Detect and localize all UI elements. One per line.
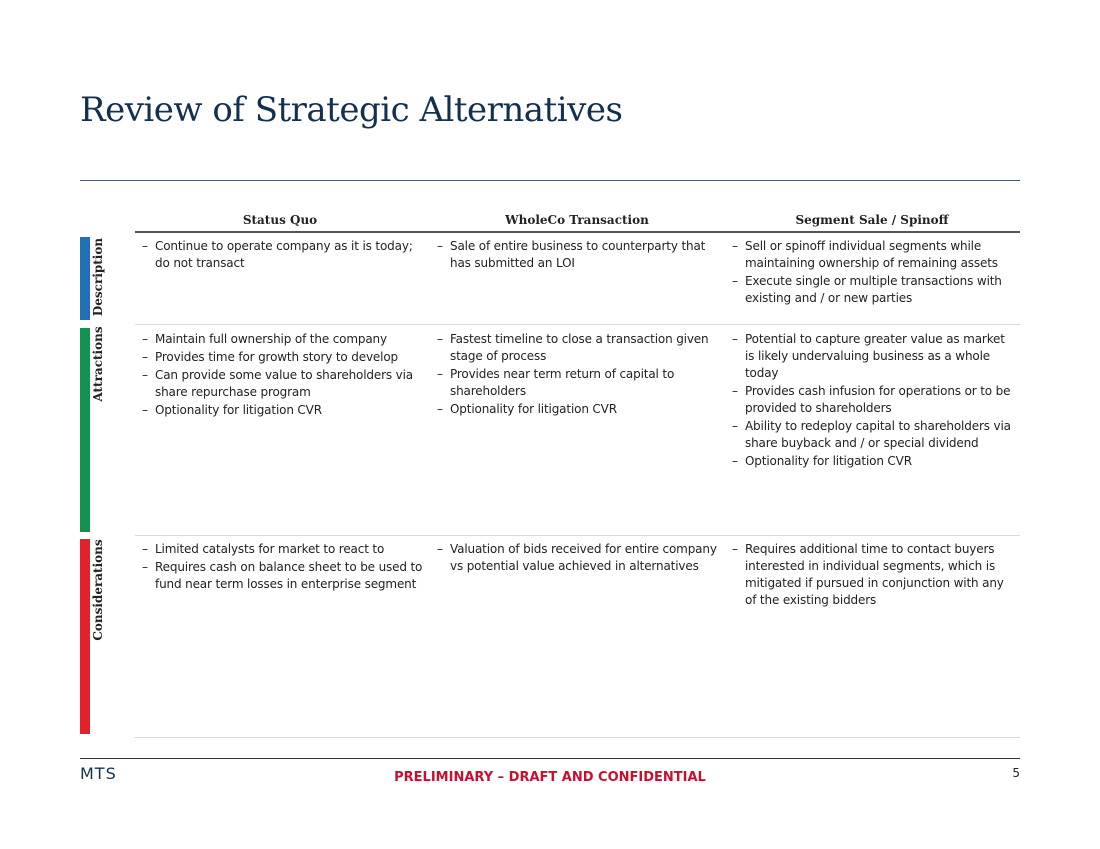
bullet-item: – Provides time for growth story to develop: [142, 349, 424, 366]
cell-attractions-wholeco: [437, 331, 719, 419]
bullet-item: – Ability to redeploy capital to shareholders via share buyback and / or special dividend: [732, 418, 1014, 452]
bullet-item: – Optionality for litigation CVR: [142, 402, 424, 419]
row-divider: [135, 535, 1020, 536]
row-label-description: Description: [91, 237, 105, 317]
bullet-item: – Requires additional time to contact buyers interested in individual segments, which is mitigated if pursued in conjunction with any of the existing bidders: [732, 541, 1014, 609]
cell-description-segment-sale: [732, 238, 1014, 308]
bullet-item: – Fastest timeline to close a transaction given stage of process: [437, 331, 719, 365]
considerations-color-bar: [80, 539, 90, 734]
page-title: Review of Strategic Alternatives: [80, 90, 623, 130]
bullet-item: – Provides cash infusion for operations or to be provided to shareholders: [732, 383, 1014, 417]
title-divider: [80, 180, 1020, 181]
row-divider: [135, 737, 1020, 738]
bullet-item: – Valuation of bids received for entire company vs potential value achieved in alternatives: [437, 541, 719, 575]
attractions-color-bar: [80, 328, 90, 532]
bullet-item: – Sell or spinoff individual segments while maintaining ownership of remaining assets: [732, 238, 1014, 272]
row-label-considerations: Considerations: [91, 539, 105, 641]
bullet-item: – Sale of entire business to counterparty that has submitted an LOI: [437, 238, 719, 272]
cell-considerations-segment-sale: [732, 541, 1014, 610]
column-header-wholeco: WholeCo Transaction: [505, 213, 649, 227]
description-color-bar: [80, 237, 90, 320]
bullet-item: – Provides near term return of capital to shareholders: [437, 366, 719, 400]
bullet-item: – Optionality for litigation CVR: [437, 401, 719, 418]
column-header-segment-sale: Segment Sale / Spinoff: [795, 213, 949, 227]
header-divider: [135, 231, 1020, 233]
cell-attractions-status-quo: [142, 331, 424, 420]
cell-description-wholeco: [437, 238, 719, 273]
bullet-item: – Potential to capture greater value as market is likely undervaluing business as a whole today: [732, 331, 1014, 382]
confidential-notice: PRELIMINARY – DRAFT AND CONFIDENTIAL: [394, 770, 706, 785]
bullet-item: – Limited catalysts for market to react to: [142, 541, 424, 558]
cell-attractions-segment-sale: [732, 331, 1014, 471]
bullet-item: – Execute single or multiple transactions with existing and / or new parties: [732, 273, 1014, 307]
column-header-status-quo: Status Quo: [242, 213, 318, 227]
bullet-item: – Can provide some value to shareholders via share repurchase program: [142, 367, 424, 401]
cell-considerations-wholeco: [437, 541, 719, 576]
company-logo: MTS: [80, 764, 117, 783]
footer-divider: [80, 758, 1020, 759]
bullet-item: – Requires cash on balance sheet to be used to fund near term losses in enterprise segment: [142, 559, 424, 593]
cell-considerations-status-quo: [142, 541, 424, 594]
row-label-attractions: Attractions: [91, 326, 105, 402]
bullet-item: – Maintain full ownership of the company: [142, 331, 424, 348]
row-divider: [135, 324, 1020, 325]
bullet-item: – Continue to operate company as it is today; do not transact: [142, 238, 424, 272]
bullet-item: – Optionality for litigation CVR: [732, 453, 1014, 470]
cell-description-status-quo: [142, 238, 424, 273]
page-number: 5: [1012, 766, 1020, 780]
